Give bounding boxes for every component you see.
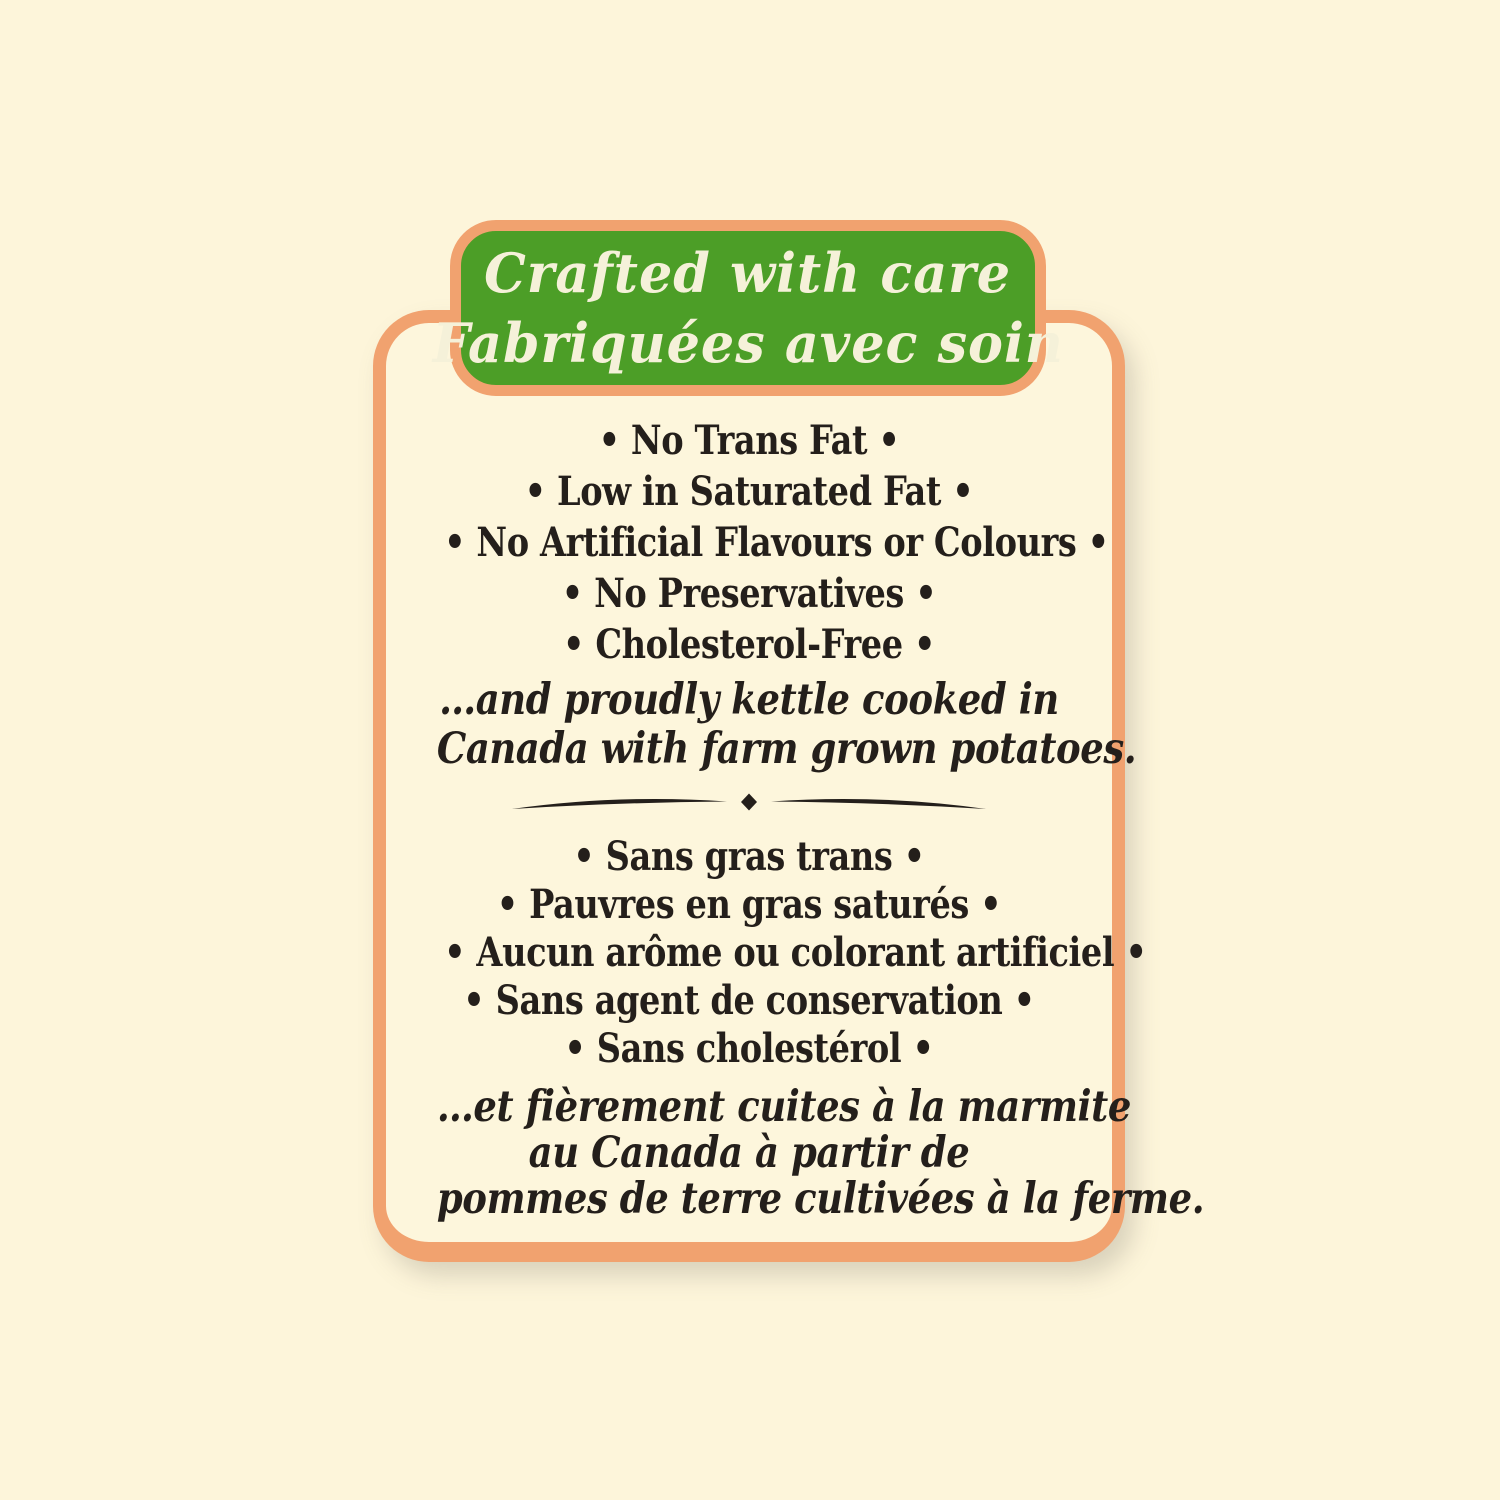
french-tagline: [436, 1082, 1205, 1224]
english-tagline-line-2: Canada with farm grown potatoes.: [436, 724, 1137, 774]
divider-flourish-icon: [506, 788, 992, 816]
claim-cholesterol-free: • Cholesterol-Free •: [562, 621, 936, 668]
french-tagline-line-3: pommes de terre cultivées à la ferme.: [436, 1174, 1205, 1224]
claim-sans-gras-trans: • Sans gras trans •: [573, 833, 925, 880]
english-tagline: [436, 675, 1137, 774]
crafted-with-care-badge: [432, 220, 1064, 396]
claim-sans-agent-conservation: • Sans agent de conservation •: [463, 977, 1035, 1024]
claim-low-saturated-fat: • Low in Saturated Fat •: [524, 468, 974, 515]
section-divider: [386, 788, 1112, 816]
claim-no-artificial-flavours: • No Artificial Flavours or Colours •: [444, 519, 1109, 566]
label-card: [373, 310, 1205, 1262]
french-claims-list: [444, 833, 1147, 1073]
english-claims-list: [444, 415, 1109, 670]
claim-pauvres-gras-satures: • Pauvres en gras saturés •: [496, 881, 1002, 928]
claim-no-trans-fat: • No Trans Fat •: [598, 417, 900, 464]
claim-sans-cholesterol: • Sans cholestérol •: [564, 1025, 934, 1072]
badge-english-line: Crafted with care: [484, 241, 1012, 305]
claim-aucun-arome-artificiel: • Aucun arôme ou colorant artificiel •: [444, 929, 1147, 976]
claim-no-preservatives: • No Preservatives •: [561, 570, 937, 617]
french-tagline-line-1: …et fièrement cuites à la marmite: [436, 1082, 1131, 1132]
french-tagline-line-2: au Canada à partir de: [528, 1128, 970, 1178]
badge-french-line: Fabriquées avec soin: [432, 311, 1064, 375]
english-tagline-line-1: …and proudly kettle cooked in: [439, 675, 1059, 725]
